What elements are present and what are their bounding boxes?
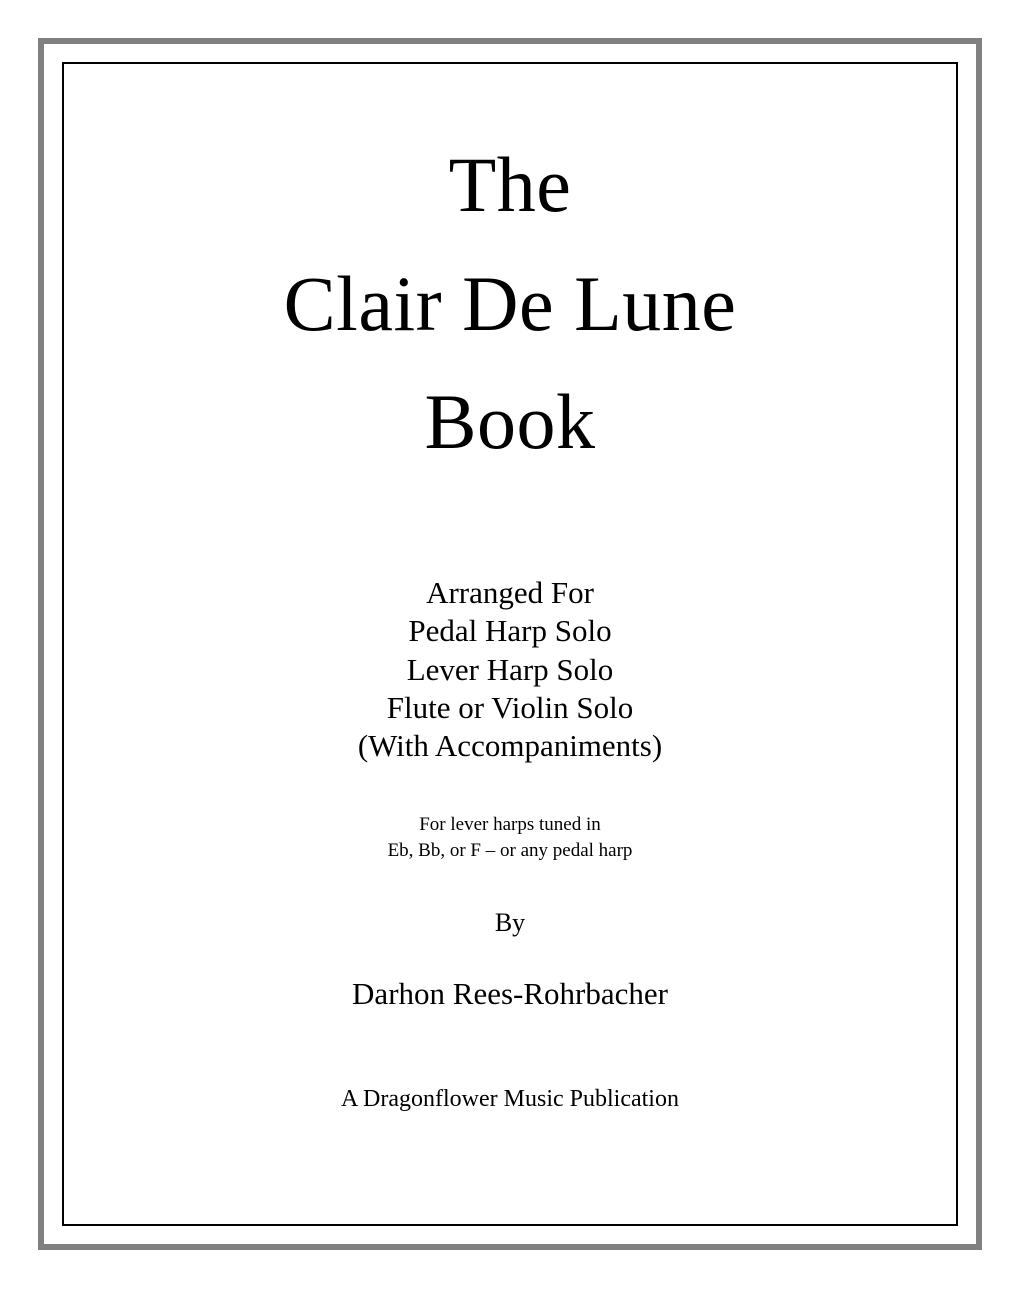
- arrangement-line-4: Flute or Violin Solo: [386, 689, 634, 725]
- page-inner-border: [62, 62, 958, 1226]
- title-line-1: The: [448, 141, 572, 228]
- title-line-2: Clair De Lune: [283, 259, 737, 347]
- page-outer-frame: [38, 38, 982, 1250]
- tuning-note-line-2: Eb, Bb, or F – or any pedal harp: [387, 840, 633, 862]
- author-name: Darhon Rees-Rohrbacher: [352, 976, 668, 1012]
- title-line-3: Book: [424, 378, 596, 466]
- arrangement-line-1: Arranged For: [426, 574, 594, 610]
- title-page-content: [64, 64, 956, 1224]
- arrangement-line-3: Lever Harp Solo: [406, 651, 614, 687]
- arrangement-line-5: (With Accompaniments): [357, 728, 663, 764]
- arrangement-line-2: Pedal Harp Solo: [408, 613, 612, 649]
- tuning-note: [64, 812, 956, 864]
- tuning-note-line-1: For lever harps tuned in: [419, 813, 601, 835]
- arrangement-list: [64, 574, 956, 766]
- book-title: [64, 126, 956, 482]
- publisher-credit: A Dragonflower Music Publication: [341, 1086, 679, 1113]
- by-label: By: [494, 908, 526, 938]
